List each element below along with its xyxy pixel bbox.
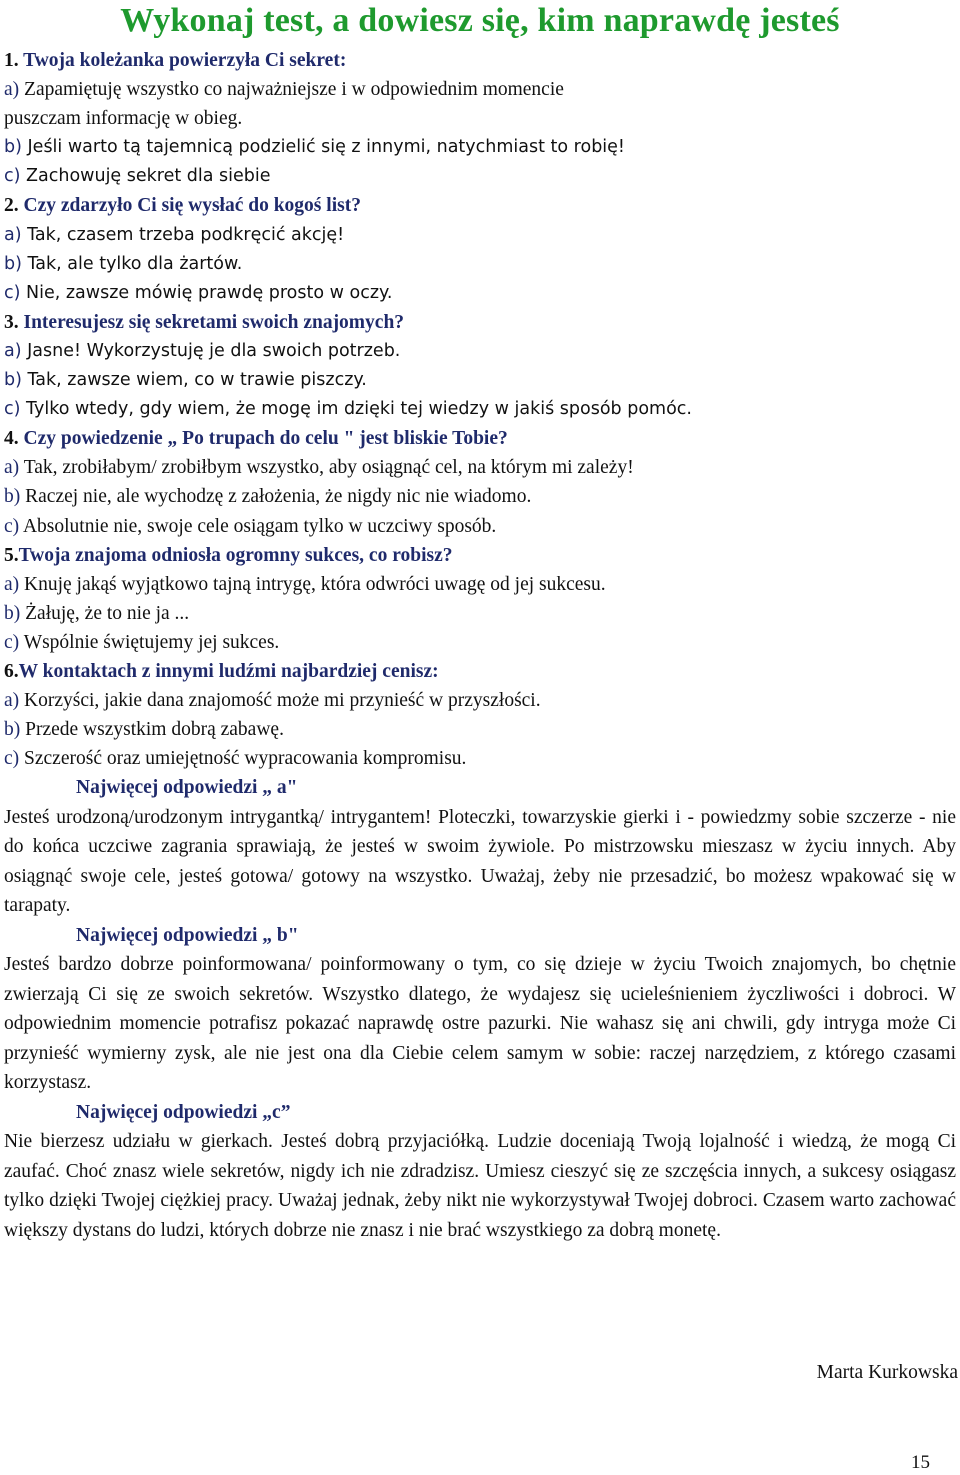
option-letter: b): [4, 137, 22, 158]
answer-option: [4, 366, 956, 395]
question-1: [4, 46, 956, 191]
answer-option: [4, 512, 956, 541]
option-letter: c): [4, 631, 20, 653]
question-heading: [4, 424, 956, 453]
answer-option: [4, 75, 956, 104]
question-heading: [4, 46, 956, 75]
result-heading: Najwięcej odpowiedzi „ a": [76, 777, 298, 799]
result-c: [4, 1098, 956, 1246]
result-description: Jesteś urodzoną/urodzonym intrygantką/ intrygantem! Ploteczki, towarzyskie gierki i - powiedzmy sobie szczerze - nie do końca uczciwe zagrania sprawiają, że jesteś w swoim żywiole. Po mistrzowsku mieszasz w życiu innych. Aby osiągnąć swoje cele, jesteś gotowa/ gotowy na wszystko. Uważaj, żeby nie przesadzić, bo możesz wpakować się w tarapaty.: [4, 806, 956, 917]
option-text: Tak, ale tylko dla żartów.: [27, 253, 243, 274]
option-letter: c): [4, 748, 20, 770]
answer-option: [4, 395, 956, 424]
option-text: puszczam informację w obieg.: [4, 108, 243, 130]
answer-option: [4, 453, 956, 482]
question-heading: [4, 541, 956, 570]
option-letter: a): [4, 457, 20, 479]
option-letter: a): [4, 340, 22, 361]
option-text: Tak, zawsze wiem, co w trawie piszczy.: [27, 370, 367, 391]
question-text: W kontaktach z innymi ludźmi najbardziej cenisz:: [18, 660, 439, 682]
option-text: Tylko wtedy, gdy wiem, że mogę im dzięki tej wiedzy w jakiś sposób pomóc.: [26, 399, 692, 420]
option-text: Jeśli warto tą tajemnicą podzielić się z innymi, natychmiast to robię!: [27, 137, 625, 158]
author-signature: Marta Kurkowska: [816, 1362, 958, 1383]
question-text: Twoja znajoma odniosła ogromny sukces, co robisz?: [18, 544, 453, 566]
result-heading: Najwięcej odpowiedzi „c”: [76, 1101, 291, 1123]
answer-option: [4, 744, 956, 773]
answer-option: [4, 570, 956, 599]
result-a: [4, 773, 956, 921]
option-text: Tak, czasem trzeba podkręcić akcję!: [27, 224, 345, 245]
answer-option: [4, 250, 956, 279]
answer-option-continuation: [4, 104, 956, 133]
option-letter: b): [4, 719, 21, 741]
option-text: Przede wszystkim dobrą zabawę.: [25, 719, 284, 741]
page-title: Wykonaj test, a dowiesz się, kim naprawdę jesteś: [120, 2, 840, 39]
option-text: Korzyści, jakie dana znajomość może mi przynieść w przyszłości.: [24, 690, 541, 712]
page-number: 15: [911, 1452, 930, 1473]
question-3: [4, 308, 956, 424]
answer-option: [4, 482, 956, 511]
answer-option: [4, 279, 956, 308]
option-text: Zachowuję sekret dla siebie: [26, 166, 271, 187]
option-text: Żałuję, że to nie ja ...: [25, 602, 190, 624]
question-4: [4, 424, 956, 540]
result-b: [4, 921, 956, 1098]
option-letter: a): [4, 690, 20, 712]
result-heading: Najwięcej odpowiedzi „ b": [76, 924, 299, 946]
answer-option: [4, 715, 956, 744]
question-heading: [4, 657, 956, 686]
question-number: 5.: [4, 544, 19, 566]
answer-option: [4, 628, 956, 657]
document-page: [4, 0, 956, 1245]
question-number: 3.: [4, 311, 19, 333]
answer-option: [4, 133, 956, 162]
answer-option: [4, 162, 956, 191]
question-5: [4, 541, 956, 657]
question-number: 2.: [4, 195, 19, 217]
option-text: Knuję jakąś wyjątkowo tajną intrygę, która odwróci uwagę od jej sukcesu.: [24, 573, 606, 595]
option-text: Nie, zawsze mówię prawdę prosto w oczy.: [26, 282, 393, 303]
result-description: Nie bierzesz udziału w gierkach. Jesteś dobrą przyjaciółką. Ludzie doceniają Twoją lojalność i wiedzą, że mogą Ci zaufać. Choć znasz wiele sekretów, nigdy ich nie zdradzisz. Umiesz cieszyć się ze szczęścia innych, a sukcesy osiągasz tylko dzięki Twojej ciężkiej pracy. Uważaj jednak, żeby nikt nie wykorzystywał Twojej dobroci. Czasem warto zachować większy dystans do ludzi, których dobrze nie znasz i nie brać wszystkiego za dobrą monetę.: [4, 1131, 956, 1241]
option-text: Raczej nie, ale wychodzę z założenia, że nigdy nic nie wiadomo.: [25, 486, 532, 508]
answer-option: [4, 599, 956, 628]
answer-option: [4, 686, 956, 715]
option-text: Jasne! Wykorzystuję je dla swoich potrzeb.: [27, 340, 401, 361]
question-heading: [4, 191, 956, 220]
option-text: Absolutnie nie, swoje cele osiągam tylko w uczciwy sposób.: [22, 515, 497, 537]
question-number: 1.: [4, 50, 19, 71]
option-letter: b): [4, 602, 21, 624]
question-text: Interesujesz się sekretami swoich znajomych?: [23, 311, 405, 333]
question-heading: [4, 308, 956, 337]
question-2: [4, 191, 956, 307]
option-letter: b): [4, 370, 22, 391]
question-text: Twoja koleżanka powierzyła Ci sekret:: [23, 50, 347, 71]
option-letter: c): [4, 282, 21, 303]
option-letter: a): [4, 79, 20, 101]
option-letter: b): [4, 253, 22, 274]
option-letter: c): [4, 515, 20, 537]
answer-option: [4, 337, 956, 366]
result-description: Jesteś bardzo dobrze poinformowana/ poinformowany o tym, co się dzieje w życiu Twoich znajomych, bo chętnie zwierzają Ci się ze swoich sekretów. Wszystko dlatego, że wydajesz się ucieleśnieniem życzliwości i dobroci. W odpowiednim momencie potrafisz pokazać naprawdę ostre pazurki. Nie wahasz się ani chwili, gdy intryga może Ci przynieść wymierny zysk, ale nie jest ona dla Ciebie celem samym w sobie: raczej narzędziem, z którego czasami korzystasz.: [4, 954, 956, 1094]
option-letter: c): [4, 399, 21, 420]
option-text: Zapamiętuję wszystko co najważniejsze i w odpowiednim momencie: [24, 79, 564, 101]
answer-option: [4, 221, 956, 250]
question-text: Czy powiedzenie „ Po trupach do celu " jest bliskie Tobie?: [23, 428, 508, 450]
option-text: Wspólnie świętujemy jej sukces.: [23, 631, 280, 653]
option-letter: b): [4, 486, 21, 508]
question-number: 6.: [4, 660, 19, 682]
option-text: Szczerość oraz umiejętność wypracowania kompromisu.: [24, 748, 467, 770]
option-letter: c): [4, 166, 21, 187]
question-text: Czy zdarzyło Ci się wysłać do kogoś list?: [23, 195, 361, 217]
option-letter: a): [4, 224, 22, 245]
option-text: Tak, zrobiłabym/ zrobiłbym wszystko, aby osiągnąć cel, na którym mi zależy!: [23, 457, 634, 479]
question-number: 4.: [4, 428, 19, 450]
option-letter: a): [4, 573, 20, 595]
question-6: [4, 657, 956, 773]
